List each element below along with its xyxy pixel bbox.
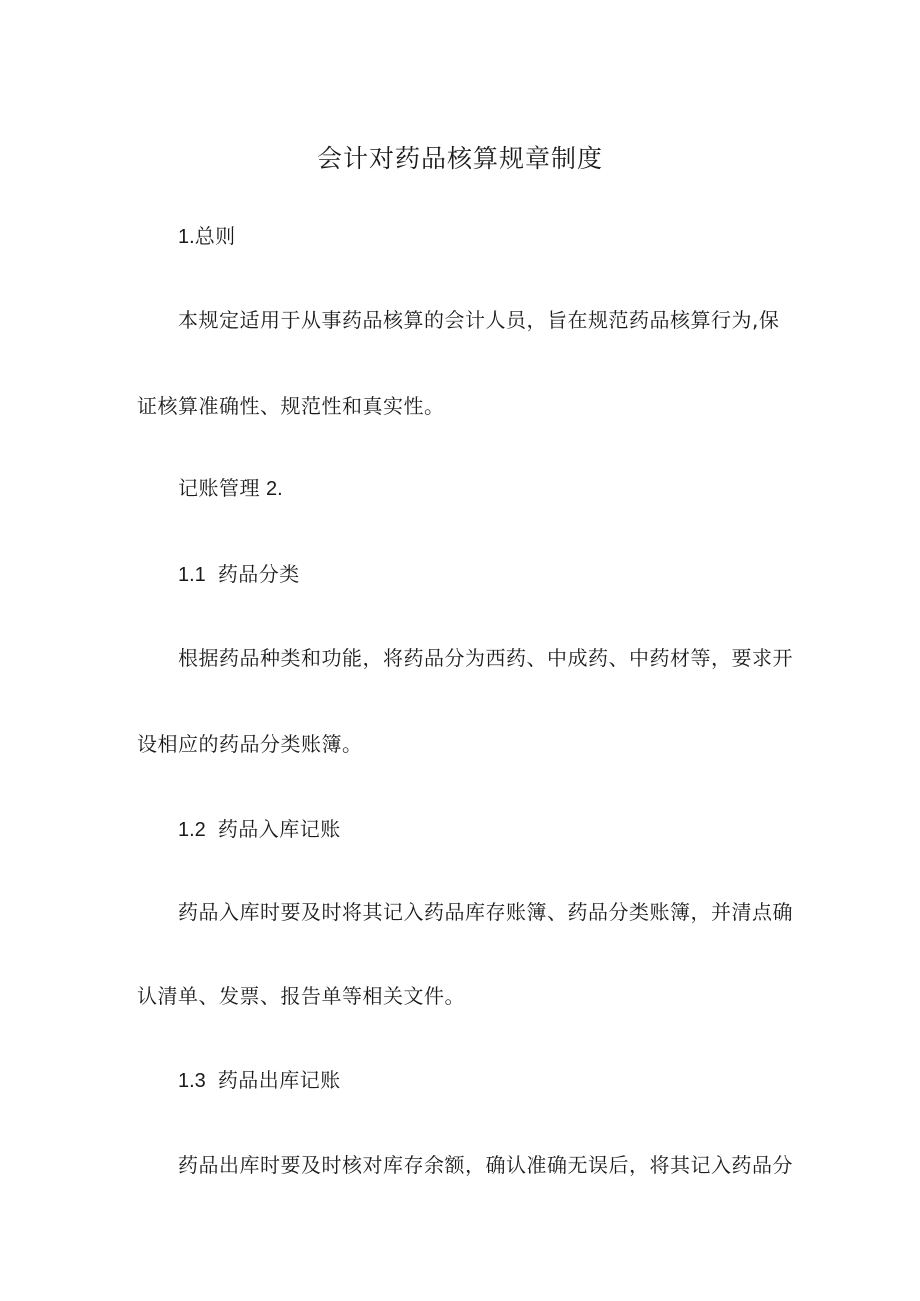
section-heading-text: 总则 (194, 224, 236, 248)
subsection-heading-classification (178, 560, 300, 589)
subsection-heading-inbound (178, 815, 341, 844)
paragraph-line: 证核算准确性、规范性和真实性。 (137, 394, 445, 418)
paragraph-line: 认清单、发票、报告单等相关文件。 (137, 984, 465, 1008)
paragraph-line: 药品入库时要及时将其记入药品库存账簿、药品分类账簿，并清点确 (178, 900, 793, 924)
section-heading-bookkeeping (178, 474, 283, 503)
subsection-number: 1.3 (178, 1070, 206, 1092)
section-heading-text: 记账管理 (178, 476, 260, 500)
subsection-heading-text: 药品分类 (217, 562, 300, 586)
subsection-number: 1.1 (178, 564, 206, 586)
paragraph-line: 根据药品种类和功能，将药品分为西药、中成药、中药材等，要求开 (178, 646, 793, 670)
section-number: 2. (266, 478, 283, 500)
subsection-heading-outbound (178, 1066, 341, 1095)
document-title: 会计对药品核算规章制度 (316, 144, 603, 173)
subsection-number: 1.2 (178, 819, 206, 841)
section-number: 1. (178, 226, 195, 248)
paragraph-line: 本规定适用于从事药品核算的会计人员，旨在规范药品核算行为,保 (178, 308, 780, 332)
section-heading-general (178, 222, 236, 251)
subsection-heading-text: 药品入库记账 (217, 817, 341, 841)
subsection-heading-text: 药品出库记账 (217, 1068, 341, 1092)
paragraph-line: 设相应的药品分类账簿。 (137, 732, 363, 756)
paragraph-line: 药品出库时要及时核对库存余额，确认准确无误后，将其记入药品分 (178, 1153, 793, 1177)
